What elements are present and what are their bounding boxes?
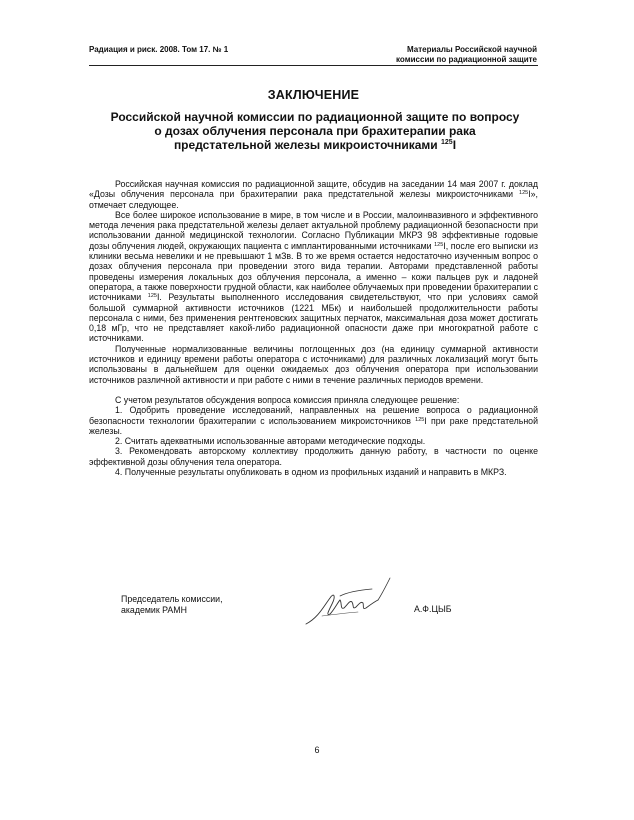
running-header-right-line1: Материалы Российской научной xyxy=(406,45,537,54)
decision-item-3: 3. Рекомендовать авторскому коллективу продолжить данную работу, в частности по оценке эффективной дозы облучения тела оператора. xyxy=(89,446,538,467)
signatory-title xyxy=(121,594,223,616)
isotope-mass-number: 125 xyxy=(519,190,529,197)
decision-item-4: 4. Полученные результаты опубликовать в одном из профильных изданий и направить в МКРЗ. xyxy=(115,467,507,478)
document-subtitle xyxy=(100,110,530,152)
signatory-name: А.Ф.ЦЫБ xyxy=(414,604,452,614)
document-body xyxy=(89,179,538,477)
isotope-mass-number: 125 xyxy=(147,293,157,300)
running-header-right-line2: комиссии по радиационной защите xyxy=(396,54,537,64)
subtitle-line3-text: предстательной железы микроисточниками xyxy=(173,138,442,152)
paragraph-text: Все более широкое использование в мире, в том числе и в России, малоинвазивного и эффективного метода лечения рака предстательной железы делает актуальной проблему радиационной безопасности при использовании данной медицинской технологии. Согласно Публикации МКРЗ 98 эффективные годовые дозы облучения людей, окружающих пациента с имплантированными источниками xyxy=(89,209,538,251)
running-header-right xyxy=(317,45,537,64)
paragraph-text: I, после его выписки из клиники весьма невелики и не превышают 1 мЗв. В то же время остается недостаточно изученным вопрос о дозах облучения персонала при проведении этого вида терапии. Авторами представленной работы проведены измерения локальных доз облучения персонала, а именно – кожи пальцев рук и ладоней оператора, а также поверхности грудной области, как наиболее облучаемых при проведении брахитерапии с источниками xyxy=(89,240,538,303)
paragraph-text: I при раке предстательной железы. xyxy=(89,415,538,436)
handwritten-signature xyxy=(300,572,400,632)
paragraph-background xyxy=(89,210,538,344)
paragraph-intro xyxy=(89,179,538,210)
document-title: ЗАКЛЮЧЕНИЕ xyxy=(267,88,360,102)
paragraph-text: Российская научная комиссия по радиационной защите, обсудив на заседании 14 мая 2007 г. доклад «Дозы облучения персонала при брахитерапии рака предстательной железы микроисточниками xyxy=(89,179,538,200)
isotope-mass-number: 125 xyxy=(434,241,444,248)
isotope-mass-number: 125 xyxy=(441,139,453,146)
decision-item-1 xyxy=(89,405,538,436)
header-rule xyxy=(89,65,538,66)
isotope-symbol: I xyxy=(452,138,457,152)
paragraph-text: I», отмечает следующее. xyxy=(89,189,538,210)
paragraph-normalized-doses: Полученные нормализованные величины поглощенных доз (на единицу суммарной активности источников и единицу времени работы оператора с источниками) для различных локализаций могут быть использованы в дальнейшем для оценки ожидаемых доз облучения оператора при использовании источников различной активности и при работе с ними в течение различных периодов времени. xyxy=(89,343,538,385)
decision-item-2: 2. Считать адекватными использованные авторами методические подходы. xyxy=(115,436,426,447)
paragraph-text: I. Результаты выполненного исследования свидетельствуют, что при условиях самой большой суммарной активности источников (1221 МБк) и наибольшей продолжительности работы персонала с ними, без применения рентгеновских защитных перчаток, максимальная доза может достигать 0,18 мГр, что не представляет какой-либо радиационной опасности даже при многократной работе с источниками. xyxy=(89,292,538,344)
subtitle-line2: о дозах облучения персонала при брахитерапии рака xyxy=(154,124,476,138)
isotope-mass-number: 125 xyxy=(415,416,425,423)
signatory-role-line2: академик РАМН xyxy=(121,605,187,615)
paragraph-text: 1. Одобрить проведение исследований, направленных на решение вопроса о радиационной безопасности технологии брахитерапии с использованием микроисточников xyxy=(89,405,538,426)
subtitle-line3 xyxy=(100,138,530,152)
running-header-left: Радиация и риск. 2008. Том 17. № 1 xyxy=(89,45,229,54)
paragraph-decision-intro: С учетом результатов обсуждения вопроса комиссия приняла следующее решение: xyxy=(115,394,460,405)
signatory-role-line1: Председатель комиссии, xyxy=(121,594,223,604)
subtitle-line1: Российской научной комиссии по радиационной защите по вопросу xyxy=(110,110,520,124)
page-number: 6 xyxy=(314,745,320,755)
